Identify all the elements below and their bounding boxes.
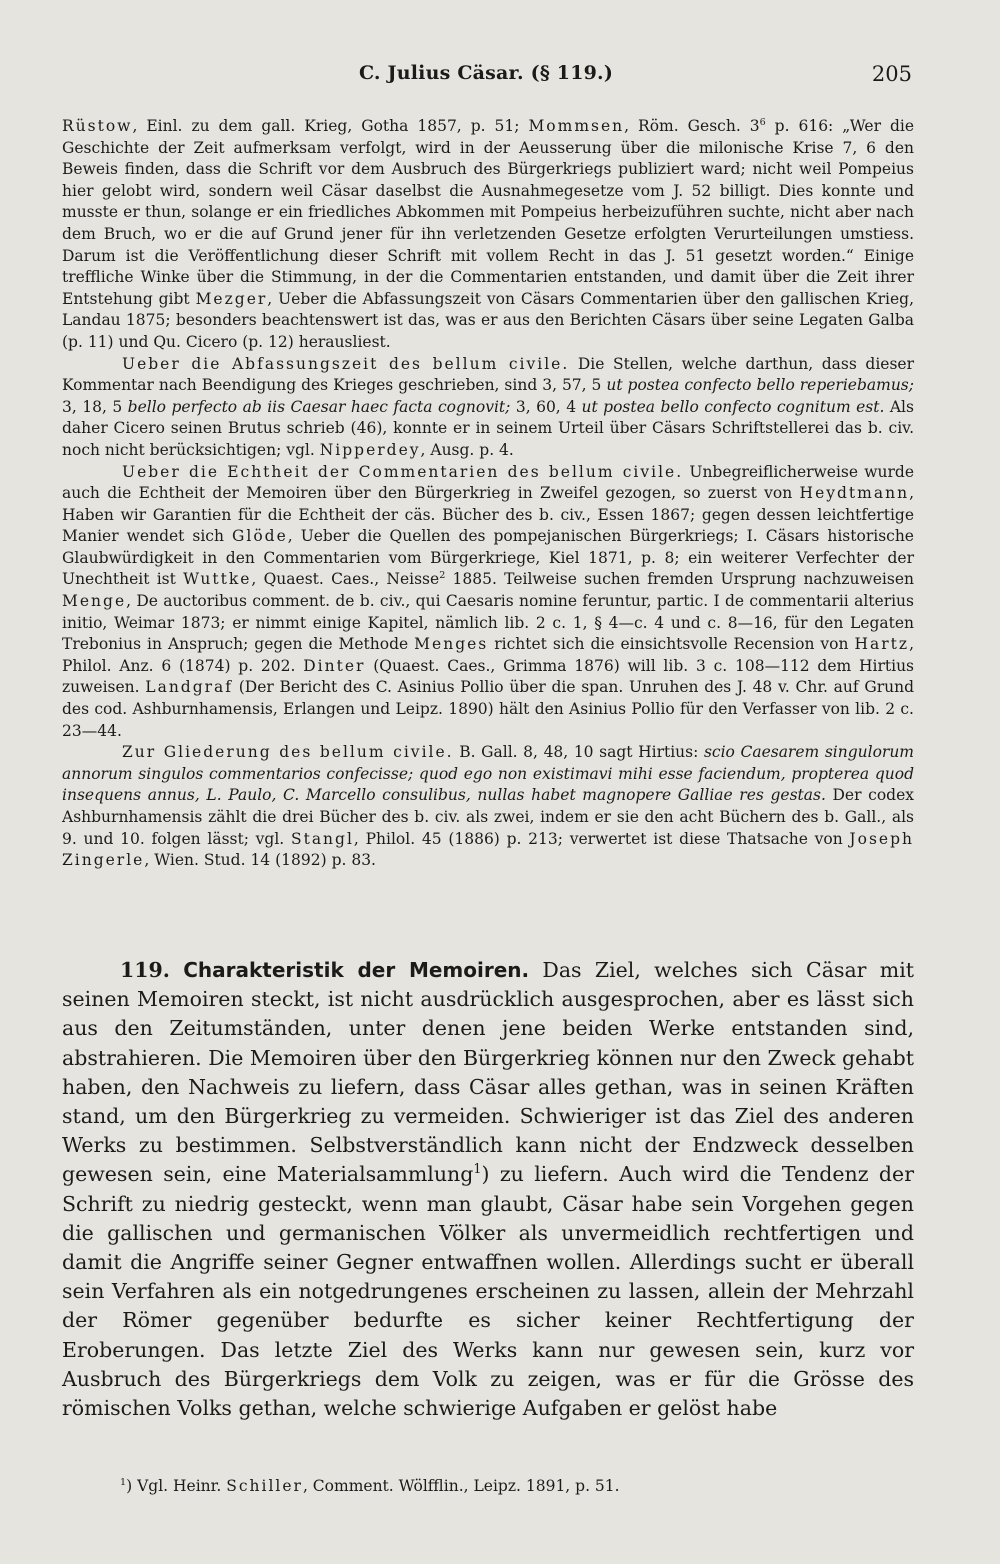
author-name: Rüstow bbox=[62, 117, 133, 135]
text-run: (Quaest. Caes., Grimma 1876) will lib. 3 c. 108—112 dem Hirtius zuweisen. bbox=[62, 656, 915, 697]
author-name: Hartz bbox=[854, 635, 910, 654]
author-name: Wuttke bbox=[183, 570, 252, 589]
author-name: Glöde bbox=[231, 527, 288, 546]
author-name: Menges bbox=[414, 635, 489, 654]
notes-paragraph-4 bbox=[62, 742, 914, 872]
text-run: , Ueber die Quellen des pompejanischen Bürgerkriegs; I. Cäsars historische Glaubwürdigkeit in den Commentarien vom Bürgerkriege, Kiel 1871, p. 8; ein weiterer Verfechter der Unechtheit ist bbox=[62, 527, 914, 589]
running-title: C. Julius Cäsar. (§ 119.) bbox=[358, 62, 614, 84]
text-run: Die Stellen, welche darthun, dass dieser Kommentar nach Beendigung des Krieges geschrieben, sind 3, 57, 5 bbox=[62, 354, 914, 395]
author-name: Heydtmann bbox=[799, 484, 910, 503]
text-run: , Röm. Gesch. 3 bbox=[624, 117, 760, 135]
subheading: Ueber die Abfassungszeit des bellum civile. bbox=[122, 354, 570, 373]
text-run: , Quaest. Caes., Neisse bbox=[251, 570, 440, 589]
author-name: Dinter bbox=[303, 656, 366, 675]
text-run: , Einl. zu dem gall. Krieg, Gotha 1857, p. 51; bbox=[132, 117, 529, 135]
notes-block bbox=[62, 116, 914, 872]
author-name: Nipperdey bbox=[319, 440, 421, 459]
edition-superscript: 2 bbox=[439, 570, 446, 582]
section-number: 119. bbox=[120, 958, 170, 982]
author-name: Stangl bbox=[290, 829, 354, 848]
latin-quote: bello perfecto ab iis Caesar haec facta cognovit; bbox=[127, 397, 511, 416]
text-run: richtet sich die einsichtsvolle Recension von bbox=[488, 635, 855, 654]
text-run: ) zu liefern. Auch wird die Tendenz der Schrift zu niedrig gesteckt, wenn man glaubt, Cäsar habe sein Vorgehen gegen die gallischen und germanischen Völker als unvermeidlich rechtfertigen und damit die Angriffe seiner Gegner entwaffnen wollen. Allerdings sucht er überall sein Verfahren als ein notgedrungenes erscheinen zu lassen, allein der Mehrzahl der Römer gegenüber bedurfte es sicher keiner Rechtfertigung der Eroberungen. Das letzte Ziel des Werks kann nur gewesen sein, kurz vor Ausbruch des Bürgerkriegs dem Volk zu zeigen, was er für die Grösse des römischen Volks gethan, welche schwierige Aufgaben er gelöst habe bbox=[62, 1162, 914, 1421]
latin-quote: scio Caesarem singulorum annorum singulos commentarios confecisse; quod ego non existimavi mihi esse faciendum, propterea quod insequens annus, L. Paulo, C. Marcello consulibus, nullas habet magnopere Galliae res gestas. bbox=[62, 743, 914, 805]
text-run: , Ausg. p. 4. bbox=[420, 440, 514, 459]
latin-quote: ut postea bello confecto cognitum est. bbox=[581, 397, 885, 416]
notes-paragraph-3 bbox=[62, 462, 914, 743]
section-119 bbox=[62, 956, 914, 1423]
author-name: Joseph Zingerle bbox=[62, 829, 914, 870]
page-number: 205 bbox=[871, 62, 912, 86]
text-run: p. 616: „Wer die Geschichte der Zeit aufmerksam verfolgt, wird in der Aeusserung über die milonische Krise 7, 6 den Beweis finden, dass die Schrift vor dem Ausbruch des Bürgerkriegs publiziert ward; nicht weil Pompeius hier gelobt wird, sondern weil Cäsar daselbst die Ausnahmegesetze vom J. 52 billigt. Dies konnte und musste er thun, solange er ein friedliches Abkommen mit Pompeius herbeizuführen suchte, nicht aber nach dem Bruch, wo er die auf Grund jener für ihn verletzenden Gesetze erfolgten Verurteilungen umstiess. Darum ist die Veröffentlichung dieser Schrift mit vollem Recht in das J. 51 gesetzt worden.“ Einige treffliche Winke über die Stimmung, in der die Commentarien entstanden, und damit über die Zeit ihrer Entstehung gibt bbox=[62, 117, 914, 308]
author-name: Landgraf bbox=[145, 678, 234, 697]
text-run: (Der Bericht des C. Asinius Pollio über die span. Unruhen des J. 48 v. Chr. auf Grund des cod. Ashburnhamensis, Erlangen und Leipz. 1890) hält den Asinius Pollio für den Verfasser von lib. 2 c. 23—44. bbox=[62, 678, 914, 740]
latin-quote: ut postea confecto bello reperiebamus; bbox=[606, 376, 914, 395]
text-run: Das Ziel, welches sich Cäsar mit seinen Memoiren steckt, ist nicht ausdrücklich ausgesprochen, aber es lässt sich aus den Zeitumständen, unter denen jene beiden Werke entstanden sind, abstrahieren. Die Memoiren über den Bürgerkrieg können nur den Zweck gehabt haben, den Nachweis zu liefern, dass Cäsar alles gethan, was in seinen Kräften stand, um den Bürgerkrieg zu vermeiden. Schwieriger ist das Ziel des anderen Werks zu bestimmen. Selbstverständlich kann nicht der Endzweck desselben gewesen sein, eine Materialsammlung bbox=[62, 958, 914, 1187]
text-run: B. Gall. 8, 48, 10 sagt Hirtius: bbox=[453, 743, 704, 762]
edition-superscript: 6 bbox=[759, 116, 766, 128]
author-name: Mommsen bbox=[528, 117, 625, 135]
text-run: , Ueber die Abfassungszeit von Cäsars Commentarien über den gallischen Krieg, Landau 1875; besonders beachtenswert ist das, was er aus den Berichten Cäsars über seine Legaten Galba (p. 11) und Qu. Cicero (p. 12) herausliest. bbox=[62, 289, 915, 351]
notes-paragraph-2 bbox=[62, 354, 914, 462]
text-run: , Philol. 45 (1886) p. 213; verwertet ist diese Thatsache von bbox=[353, 829, 850, 848]
footnote-reference: 1 bbox=[473, 1161, 482, 1177]
notes-paragraph-1 bbox=[62, 116, 914, 354]
subheading: Zur Gliederung des bellum civile. bbox=[122, 743, 454, 762]
text-run: ) Vgl. Heinr. bbox=[126, 1477, 227, 1495]
text-run: Der codex Ashburnhamensis zählt die drei Bücher des b. civ. als zwei, indem er sie den acht Büchern des b. Gall., als 9. und 10. folgen lässt; vgl. bbox=[62, 786, 914, 848]
footnote bbox=[120, 1476, 920, 1496]
text-run: Als daher Cicero seinen Brutus schrieb (46), konnte er in seinem Urteil über Cäsars Schriftstellerei das b. civ. noch nicht berücksichtigen; vgl. bbox=[62, 397, 914, 459]
section-title: Charakteristik der Memoiren. bbox=[183, 958, 530, 982]
text-run: , Haben wir Garantien für die Echtheit der cäs. Bücher des b. civ., Essen 1867; gegen dessen leichtfertige Manier wendet sich bbox=[62, 484, 914, 546]
author-name: Menge bbox=[62, 592, 127, 611]
text-run: 3, 18, 5 bbox=[62, 397, 128, 416]
footnote-mark: 1 bbox=[120, 1476, 127, 1488]
text-run: 1885. Teilweise suchen fremden Ursprung nachzuweisen bbox=[445, 570, 914, 589]
author-name: Schiller bbox=[226, 1477, 303, 1495]
text-run: , Philol. Anz. 6 (1874) p. 202. bbox=[62, 635, 914, 675]
text-run: Unbegreiflicherweise wurde auch die Echtheit der Memoiren über den Bürgerkrieg in Zweifel gezogen, so zuerst von bbox=[62, 462, 915, 503]
text-run: , Comment. Wölfflin., Leipz. 1891, p. 51. bbox=[302, 1477, 620, 1495]
section-paragraph bbox=[62, 956, 914, 1423]
author-name: Mezger bbox=[195, 289, 268, 308]
subheading: Ueber die Echtheit der Commentarien des bellum civile. bbox=[122, 462, 684, 481]
running-header bbox=[60, 62, 912, 90]
text-run: 3, 60, 4 bbox=[510, 397, 582, 416]
text-run: , Wien. Stud. 14 (1892) p. 83. bbox=[144, 851, 376, 870]
text-run: , De auctoribus comment. de b. civ., qui Caesaris nomine feruntur, partic. I de commentarii alterius initio, Weimar 1873; er nimmt einige Kapitel, nämlich lib. 2 c. 1, § 4—c. 4 und c. 8—16, für den Legaten Trebonius in Anspruch; gegen die Methode bbox=[62, 592, 914, 654]
